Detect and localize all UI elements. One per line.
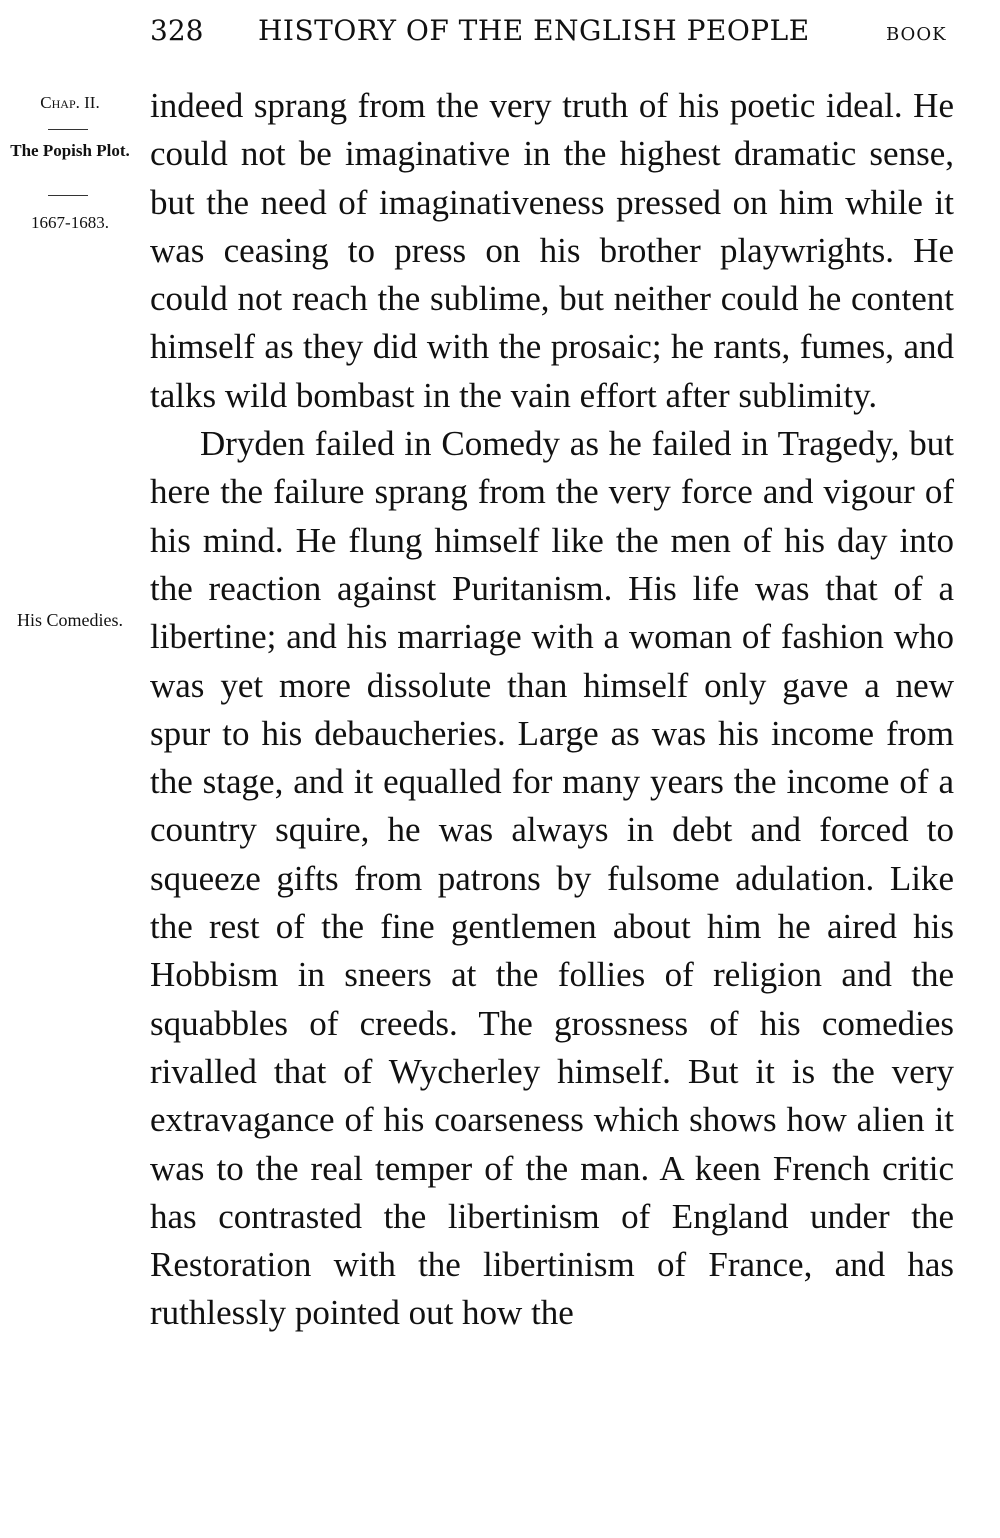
page-header <box>0 10 1000 54</box>
paragraph: indeed sprang from the very truth of his poetic ideal. He could not be imaginative in the highest dramatic sense, but the need of imaginativeness pressed on him while it was ceasing to press on his brother playwrights. He could not reach the sublime, but neither could he content himself as they did with the prosaic; he rants, fumes, and talks wild bombast in the vain effort after sublimity. <box>150 86 954 415</box>
running-title: HISTORY OF THE ENGLISH PEOPLE <box>258 14 810 47</box>
margin-divider <box>48 195 88 196</box>
page-number: 328 <box>150 14 204 47</box>
margin-divider <box>48 129 88 130</box>
margin-topic: The Popish Plot. <box>10 141 130 160</box>
main-text <box>150 82 954 1338</box>
margin-years: 1667-1683. <box>31 213 109 232</box>
margin-chapter: Chap. II. <box>40 93 100 112</box>
book-label: BOOK <box>886 24 947 45</box>
paragraph: Dryden failed in Comedy as he failed in Tragedy, but here the failure sprang from the very force and vigour of his mind. He flung himself like the men of his day into the reaction against Puritanism. His life was that of a libertine; and his marriage with a woman of fashion who was yet more dissolute than himself only gave a new spur to his debaucheries. Large as was his income from the stage, and it equalled for many years the income of a country squire, he was always in debt and forced to squeeze gifts from patrons by fulsome adulation. Like the rest of the fine gentlemen about him he aired his Hobbism in sneers at the follies of religion and the squabbles of creeds. The grossness of his comedies rivalled that of Wycherley himself. But it is the very extravagance of his coarseness which shows how alien it was to the real temper of the man. A keen French critic has contrasted the libertinism of England under the Restoration with the libertinism of France, and has ruthlessly pointed out how the <box>150 424 954 1333</box>
margin-section-note: His Comedies. <box>17 610 123 630</box>
